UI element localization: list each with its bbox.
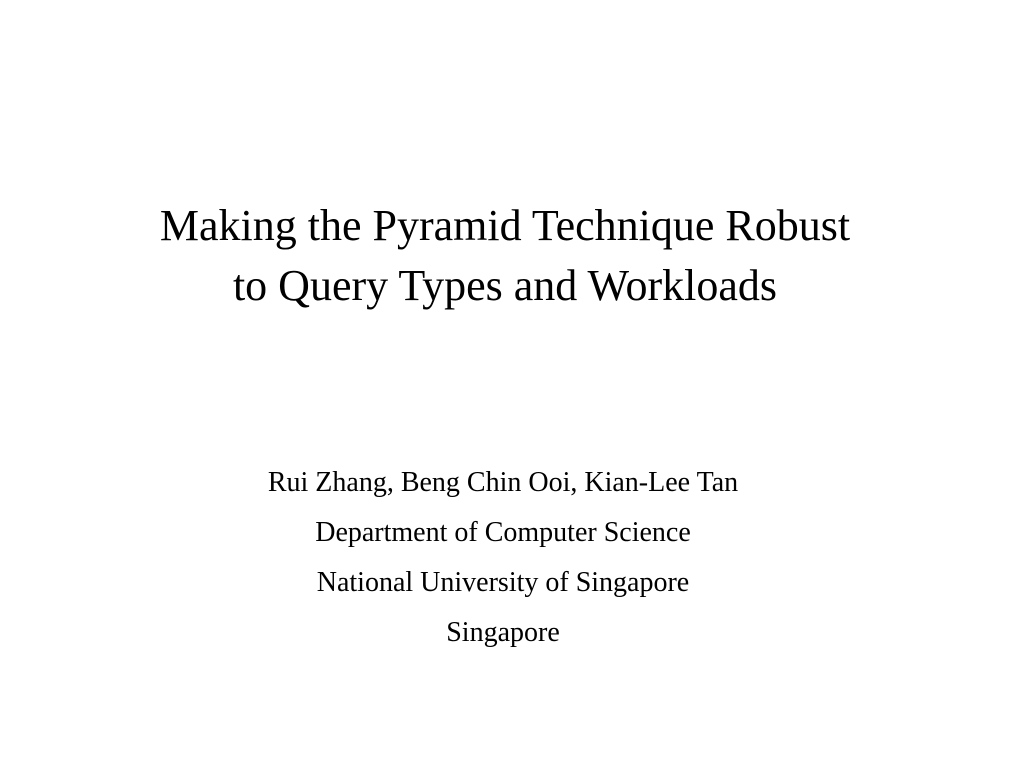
authors-line: Rui Zhang, Beng Chin Ooi, Kian-Lee Tan [267, 467, 739, 498]
university-line: National University of Singapore [316, 567, 690, 598]
slide-title [0, 196, 1010, 316]
title-line-2: to Query Types and Workloads [232, 261, 778, 310]
country-line: Singapore [446, 617, 560, 648]
department-line: Department of Computer Science [315, 517, 691, 548]
title-line-1: Making the Pyramid Technique Robust [159, 201, 851, 250]
slide-subtitle [0, 458, 1006, 658]
